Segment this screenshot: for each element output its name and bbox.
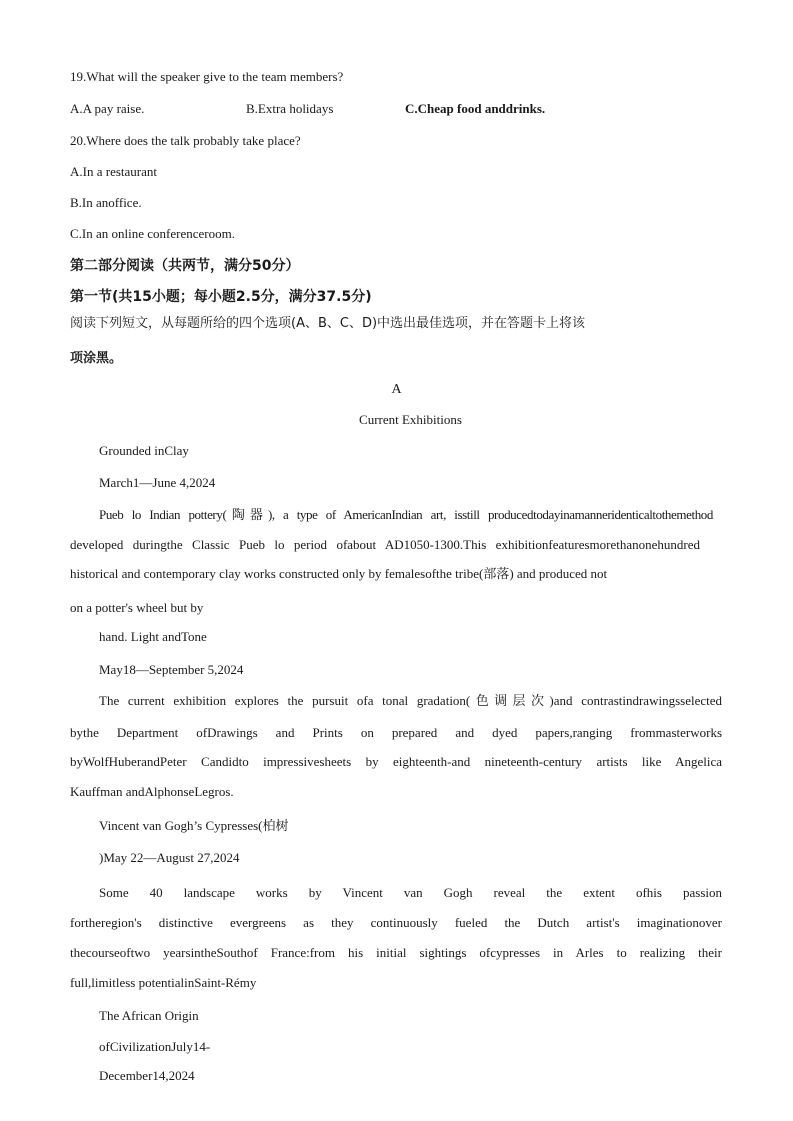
section-title: 第一节(共15小题；每小题2.5分，满分37.5分) [70,289,372,305]
instructions-line-1: 阅读下列短文，从每题所给的四个选项(A、B、C、D)中选出最佳选项，并在答题卡上将该 [70,316,586,331]
exhibit-1-line-1: Pueb lo Indian pottery(陶器), a type of AmericanIndian art, isstill producedtodayinamanneridenticaltothemethod [99,507,713,522]
exhibit-2-dates: May18—September 5,2024 [99,662,244,677]
passage-heading: Current Exhibitions [359,412,462,427]
exhibit-2-line-3: byWolfHuberandPeter Candidto impressivesheets by eighteenth-and nineteenth-century artists like Angelica [70,754,722,769]
passage-letter: A [391,382,402,397]
instructions-line-2: 项涂黑。 [70,351,123,366]
exhibit-1-line-4: on a potter's wheel but by [70,600,204,615]
question-20: 20.Where does the talk probably take place? [70,133,301,148]
exhibit-1-title: Grounded inClay [99,443,189,458]
question-19: 19.What will the speaker give to the team members? [70,69,344,84]
q19-option-a: A.A pay raise. [70,101,145,116]
exhibit-2-line-1: The current exhibition explores the pursuit ofa tonal gradation(色调层次)and contrastindrawingsselected [99,693,722,708]
q19-option-b: B.Extra holidays [246,101,334,116]
q20-option-c: C.In an online conferenceroom. [70,226,235,241]
exhibit-3-line-2: fortheregion's distinctive evergreens as they continuously fueled the Dutch artist's imaginationover [70,915,722,930]
exhibit-1-line-2: developed duringthe Classic Pueb lo period ofabout AD1050-1300.This exhibitionfeaturesmorethanonehundred [70,537,700,552]
exhibit-3-line-3: thecourseoftwo yearsintheSouthof France:from his initial sightings ofcypresses in Arles to realizing their [70,945,722,960]
part-title: 第二部分阅读（共两节，满分50分） [70,258,300,274]
exhibit-3-line-1: Some 40 landscape works by Vincent van Gogh reveal the extent ofhis passion [99,885,722,900]
exhibit-3-line-4: full,limitless potentialinSaint-Rémy [70,975,257,990]
q20-option-a: A.In a restaurant [70,164,157,179]
exhibit-2-line-4: Kauffman andAlphonseLegros. [70,784,234,799]
exhibit-2-line-2: bythe Department ofDrawings and Prints on prepared and dyed papers,ranging frommasterworks [70,725,722,740]
exhibit-3-dates: )May 22—August 27,2024 [99,850,240,865]
q20-option-b: B.In anoffice. [70,195,142,210]
exhibit-4-dates: December14,2024 [99,1068,195,1083]
exhibit-1-line-3: historical and contemporary clay works constructed only by femalesofthe tribe(部落) and produced not [70,566,608,581]
exhibit-2-title: hand. Light andTone [99,629,207,644]
exhibit-4-title-cont: ofCivilizationJuly14- [99,1039,211,1054]
exhibit-1-dates: March1—June 4,2024 [99,475,216,490]
q19-option-c: C.Cheap food anddrinks. [405,101,546,116]
exhibit-4-title: The African Origin [99,1008,199,1023]
exhibit-3-title: Vincent van Gogh’s Cypresses(柏树 [99,818,289,833]
